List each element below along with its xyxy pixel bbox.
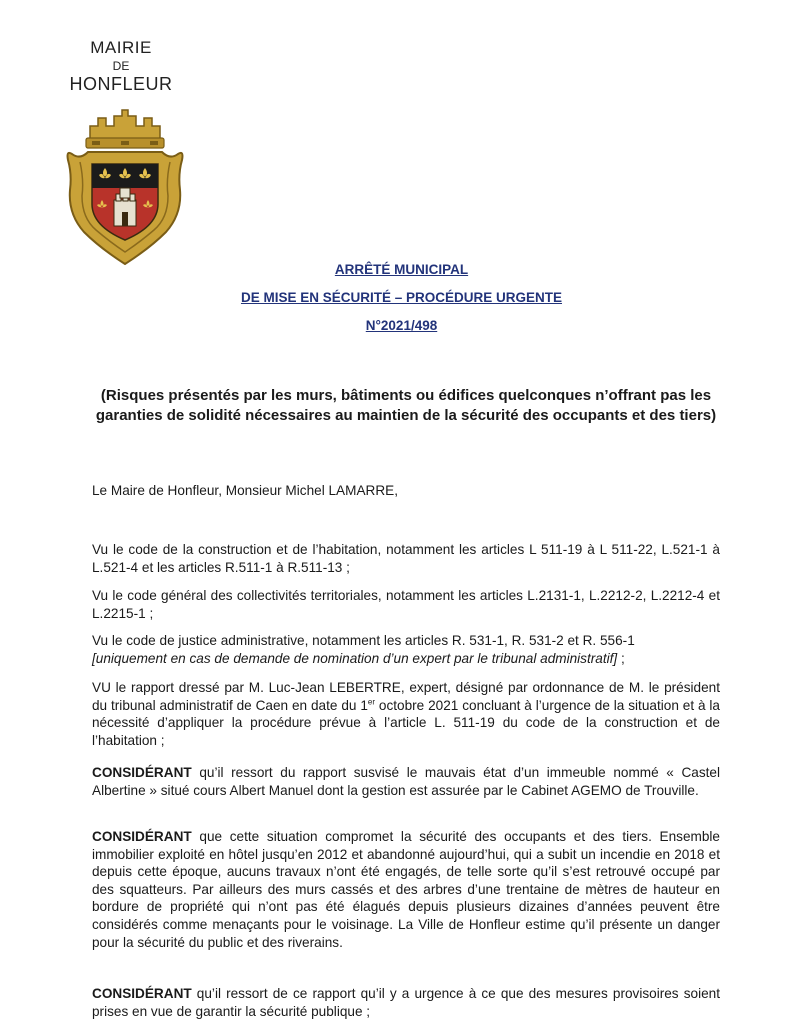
considerant-1-text: qu’il ressort du rapport susvisé le mauvais état d’un immeuble nommé « Castel Albertine » situé cours Albert Manuel dont la gestion est assurée par le Cabinet AGEMO de Trouville. xyxy=(92,765,720,798)
decree-subject: (Risques présentés par les murs, bâtiments ou édifices quelconques n’offrant pas les garanties de solidité nécessaires au maintien de la sécurité des occupants et des tiers) xyxy=(95,387,717,424)
considerant-label: CONSIDÉRANT xyxy=(92,765,192,780)
title-line-arrete: ARRÊTÉ MUNICIPAL xyxy=(334,262,469,277)
header-line-mairie: MAIRIE xyxy=(90,38,152,57)
considerant-paragraph-3 xyxy=(92,985,720,1020)
mayor-line: Le Maire de Honfleur, Monsieur Michel LAMARRE, xyxy=(92,483,398,498)
considerant-label: CONSIDÉRANT xyxy=(92,829,192,844)
decree-number: N°2021/498 xyxy=(365,318,438,333)
vu-paragraph-4 xyxy=(92,679,720,749)
header-line-honfleur: HONFLEUR xyxy=(69,74,173,94)
vu-paragraph-1: Vu le code de la construction et de l’habitation, notamment les articles L 511-19 à L 511-22, L.521-1 à L.521-4 et les articles R.511-1 à R.511-13 ; xyxy=(92,542,720,575)
decree-title-block xyxy=(0,262,803,346)
municipality-header xyxy=(55,38,187,94)
vu-paragraph-3 xyxy=(92,632,720,667)
vu-paragraph-2: Vu le code général des collectivités territoriales, notamment les articles L.2131-1, L.2212-2, L.2212-4 et L.2215-1 ; xyxy=(92,588,720,621)
vu4-ordinal: er xyxy=(367,697,376,707)
considerant-paragraph-1 xyxy=(92,764,720,799)
vu3-end: ; xyxy=(617,650,625,666)
header-line-de: DE xyxy=(112,59,130,73)
vu4-text-b: octobre 2021 concluant à l’urgence de la situation et à la nécessité d’appliquer la procédure prévue à l’article L. 511-19 du code de la construction et de l’habitation ; xyxy=(92,697,720,748)
title-line-procedure: DE MISE EN SÉCURITÉ – PROCÉDURE URGENTE xyxy=(240,290,563,305)
considerant-2-text: que cette situation compromet la sécurité des occupants et des tiers. Ensemble immobilier exploité en hôtel jusqu’en 2012 et abandonné aujourd’hui, qui a subit un incendie en 2018 et depuis cette époque, aucuns travaux n’ont été engagés, de telle sorte qu’il s’est retrouvé occupé par des squatteurs. Par ailleurs des murs cassés et des arbres d’une trentaine de mètres de hauteur en bordure de propriété qui n’ont pas été élagués depuis plusieurs dizaines d’années peuvent être considérés comme menaçants pour le voisinage. La Ville de Honfleur estime qu’il présente un danger pour la sécurité du public et des riverains. xyxy=(92,829,720,950)
vu4-text-a: VU le rapport dressé par M. Luc-Jean LEBERTRE, expert, désigné par ordonnance de M. le président du tribunal administratif de Caen en date du 1 xyxy=(92,680,720,713)
considerant-3-text: qu’il ressort de ce rapport qu’il y a urgence à ce que des mesures provisoires soient prises en vue de garantir la sécurité publique ; xyxy=(92,986,720,1019)
vu3-note: [uniquement en cas de demande de nomination d’un expert par le tribunal administratif] xyxy=(92,650,618,666)
coat-of-arms-logo xyxy=(62,104,188,272)
considerant-label: CONSIDÉRANT xyxy=(92,986,192,1001)
vu3-text: Vu le code de justice administrative, notamment les articles R. 531-1, R. 531-2 et R. 556-1 xyxy=(92,633,635,648)
considerant-paragraph-2 xyxy=(92,828,720,951)
